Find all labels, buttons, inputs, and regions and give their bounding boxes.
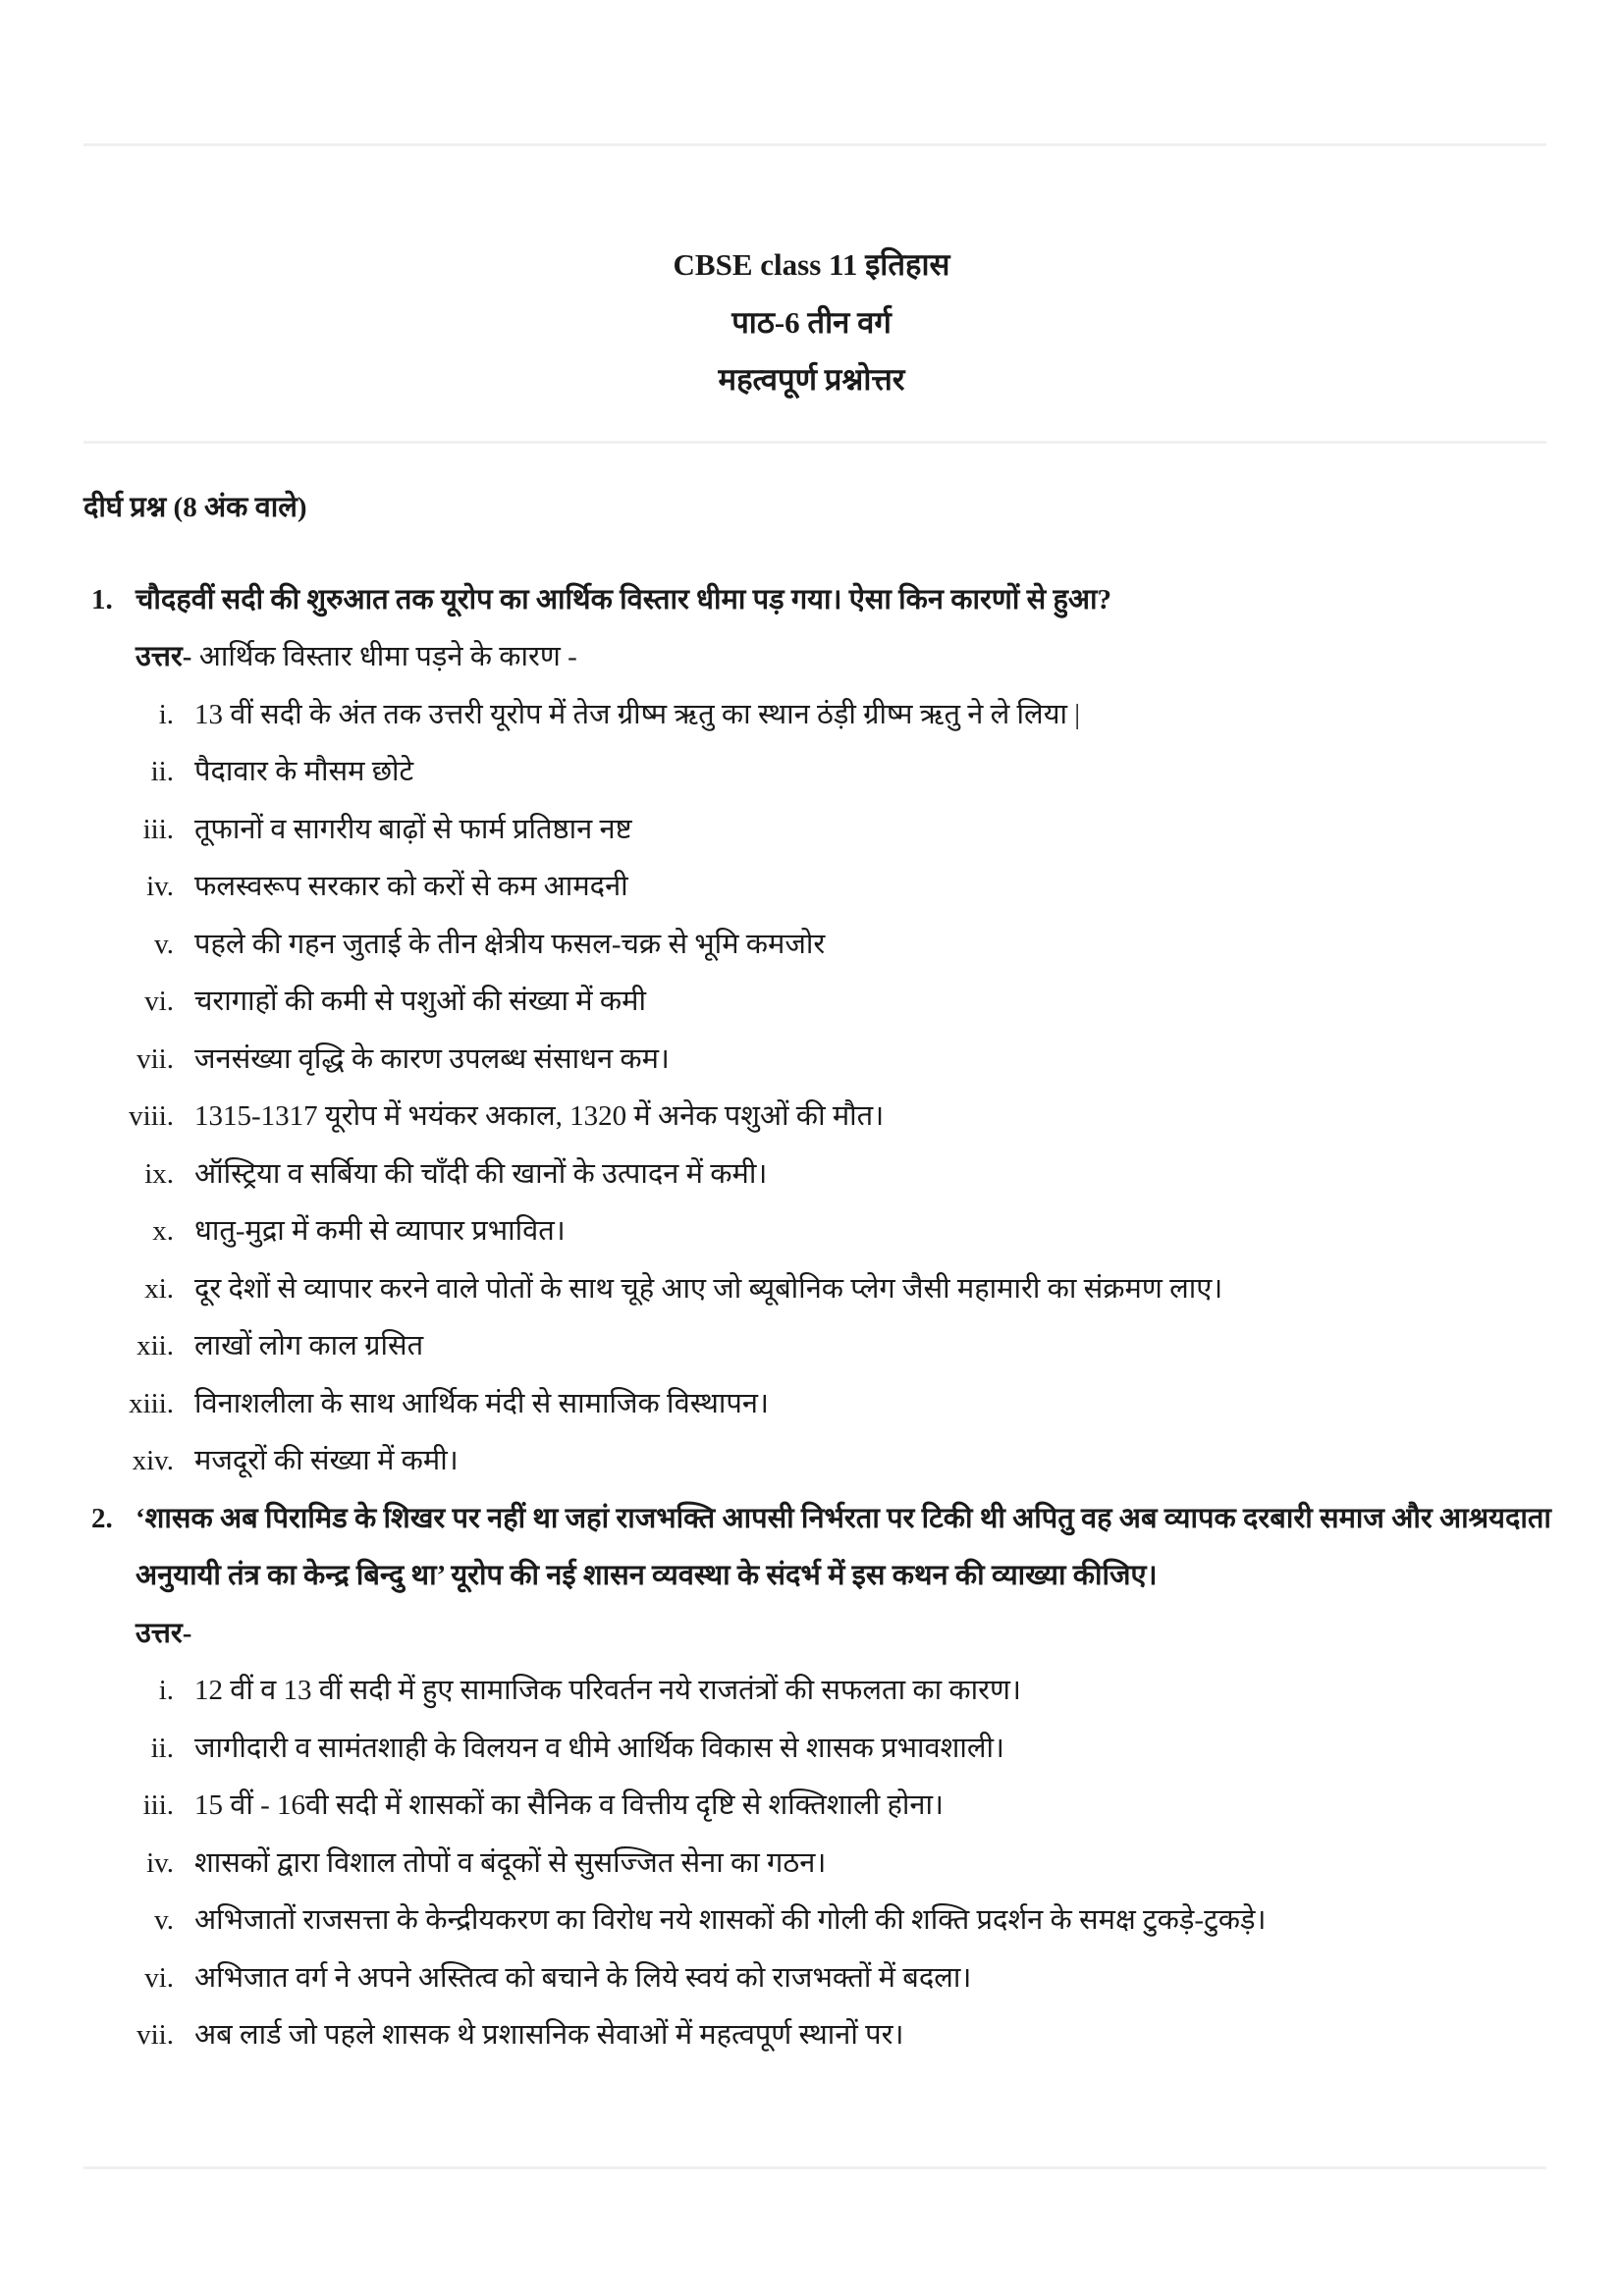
top-divider	[83, 143, 1546, 146]
answer-list-item	[83, 2006, 1556, 2064]
question-text: ‘शासक अब पिरामिड के शिखर पर नहीं था जहां राजभक्ति आपसी निर्भरता पर टिकी थी अपितु वह अब व्यापक दरबारी समाज और आश्रयदाता अनुयायी तंत्र का केन्द्र बिन्दु था’ यूरोप की नई शासन व्यवस्था के संदर्भ में इस कथन की व्याख्या कीजिए।	[135, 1502, 1551, 1591]
roman-numeral: xii.	[136, 1330, 174, 1362]
answer-list-item	[83, 1835, 1556, 1893]
answer-list-item	[83, 916, 1556, 974]
roman-numeral: ix.	[144, 1157, 174, 1190]
answer-list-item	[83, 1892, 1556, 1949]
header-divider	[83, 441, 1546, 444]
roman-numeral: ii.	[150, 756, 174, 787]
item-text: पहले की गहन जुताई के तीन क्षेत्रीय फसल-चक्र से भूमि कमजोर	[194, 928, 826, 960]
roman-numeral: vi.	[144, 1961, 174, 1994]
question	[83, 571, 1556, 629]
item-text: अब लार्ड जो पहले शासक थे प्रशासनिक सेवाओं में महत्वपूर्ण स्थानों पर।	[194, 2019, 904, 2051]
answer-list-item	[83, 1317, 1556, 1375]
roman-numeral: iv.	[146, 871, 174, 902]
answer-list-item	[83, 858, 1556, 916]
answer-list-item	[83, 686, 1556, 744]
answer-label: उत्तर-	[135, 641, 192, 672]
roman-numeral: xiii.	[129, 1387, 174, 1419]
question-text: चौदहवीं सदी की शुरुआत तक यूरोप का आर्थिक विस्तार धीमा पड़ गया। ऐसा किन कारणों से हुआ?	[135, 583, 1112, 615]
question	[83, 1490, 1556, 1605]
roman-numeral: viii.	[129, 1100, 174, 1132]
item-text: पैदावार के मौसम छोटे	[194, 756, 414, 787]
answer-list-item	[83, 1777, 1556, 1835]
roman-numeral: ii.	[150, 1732, 174, 1764]
section-heading: दीर्घ प्रश्न (8 अंक वाले)	[83, 492, 307, 523]
item-text: दूर देशों से व्यापार करने वाले पोतों के साथ चूहे आए जो ब्यूबोनिक प्लेग जैसी महामारी का संक्रमण लाए।	[194, 1272, 1223, 1305]
answer-list-item	[83, 1432, 1556, 1490]
item-text: लाखों लोग काल ग्रसित	[194, 1330, 424, 1362]
roman-numeral: xi.	[144, 1272, 174, 1305]
roman-numeral: i.	[158, 698, 174, 730]
answer-list-item	[83, 1949, 1556, 2007]
roman-numeral: vii.	[136, 2019, 174, 2051]
answer-list-item	[83, 1031, 1556, 1089]
item-text: 13 वीं सदी के अंत तक उत्तरी यूरोप में तेज ग्रीष्म ऋतु का स्थान ठंड़ी ग्रीष्म ऋतु ने ले लिया |	[194, 698, 1081, 730]
answer-list-item	[83, 1375, 1556, 1433]
item-text: 12 वीं व 13 वीं सदी में हुए सामाजिक परिवर्तन नये राजतंत्रों की सफलता का कारण।	[194, 1675, 1021, 1706]
bottom-divider	[83, 2166, 1546, 2169]
question-number: 2.	[91, 1502, 113, 1534]
item-text: अभिजात वर्ग ने अपने अस्तित्व को बचाने के लिये स्वयं को राजभक्तों में बदला।	[194, 1961, 972, 1994]
item-text: तूफानों व सागरीय बाढ़ों से फार्म प्रतिष्ठान नष्ट	[194, 813, 632, 845]
document-subtitle: महत्वपूर्ण प्रश्नोत्तर	[718, 362, 905, 397]
roman-numeral: v.	[154, 1904, 174, 1936]
chapter-title: पाठ-6 तीन वर्ग	[731, 304, 892, 340]
item-text: जनसंख्या वृद्धि के कारण उपलब्ध संसाधन कम।	[194, 1042, 670, 1075]
item-text: 15 वीं - 16वी सदी में शासकों का सैनिक व वित्तीय दृष्टि से शक्तिशाली होना।	[194, 1789, 944, 1821]
item-text: फलस्वरूप सरकार को करों से कम आमदनी	[194, 871, 628, 902]
answer-intro-text: आर्थिक विस्तार धीमा पड़ने के कारण -	[191, 641, 577, 672]
answer-list-item	[83, 743, 1556, 801]
answer-list-item	[83, 801, 1556, 859]
item-text: शासकों द्वारा विशाल तोपों व बंदूकों से सुसज्जित सेना का गठन।	[194, 1846, 827, 1879]
roman-numeral: xiv.	[132, 1445, 174, 1476]
item-text: चरागाहों की कमी से पशुओं की संख्या में कमी	[194, 986, 647, 1017]
roman-numeral: vii.	[136, 1042, 174, 1075]
answer-list-item	[83, 1720, 1556, 1778]
answer-list-item	[83, 1662, 1556, 1720]
roman-numeral: i.	[158, 1675, 174, 1706]
document-title: CBSE class 11 इतिहास	[673, 247, 950, 282]
item-text: 1315-1317 यूरोप में भयंकर अकाल, 1320 में अनेक पशुओं की मौत।	[194, 1100, 885, 1132]
roman-numeral: v.	[154, 928, 174, 960]
item-text: जागीदारी व सामंतशाही के विलयन व धीमे आर्थिक विकास से शासक प्रभावशाली।	[194, 1732, 1005, 1764]
question-number: 1.	[91, 583, 113, 615]
item-text: मजदूरों की संख्या में कमी।	[194, 1445, 459, 1476]
item-text: विनाशलीला के साथ आर्थिक मंदी से सामाजिक विस्थापन।	[194, 1387, 769, 1419]
answer-list-item	[83, 1146, 1556, 1203]
answer-list-item	[83, 973, 1556, 1031]
answer-list-item	[83, 1260, 1556, 1318]
item-text: अभिजातों राजसत्ता के केन्द्रीयकरण का विरोध नये शासकों की गोली की शक्ति प्रदर्शन के समक्ष टुकड़े-टुकड़े।	[194, 1904, 1267, 1936]
item-text: धातु-मुद्रा में कमी से व्यापार प्रभावित।	[194, 1215, 566, 1247]
roman-numeral: iv.	[146, 1846, 174, 1879]
item-text: ऑस्ट्रिया व सर्बिया की चाँदी की खानों के उत्पादन में कमी।	[194, 1157, 768, 1190]
document-body	[83, 479, 1556, 2064]
roman-numeral: iii.	[142, 1789, 174, 1821]
answer-intro	[83, 628, 1556, 686]
answer-label: उत्तर-	[135, 1617, 192, 1649]
roman-numeral: iii.	[142, 813, 174, 845]
roman-numeral: vi.	[144, 986, 174, 1017]
answer-intro	[83, 1605, 1556, 1663]
answer-list-item	[83, 1202, 1556, 1260]
answer-list-item	[83, 1088, 1556, 1146]
roman-numeral: x.	[152, 1215, 174, 1247]
document-header	[0, 237, 1623, 409]
